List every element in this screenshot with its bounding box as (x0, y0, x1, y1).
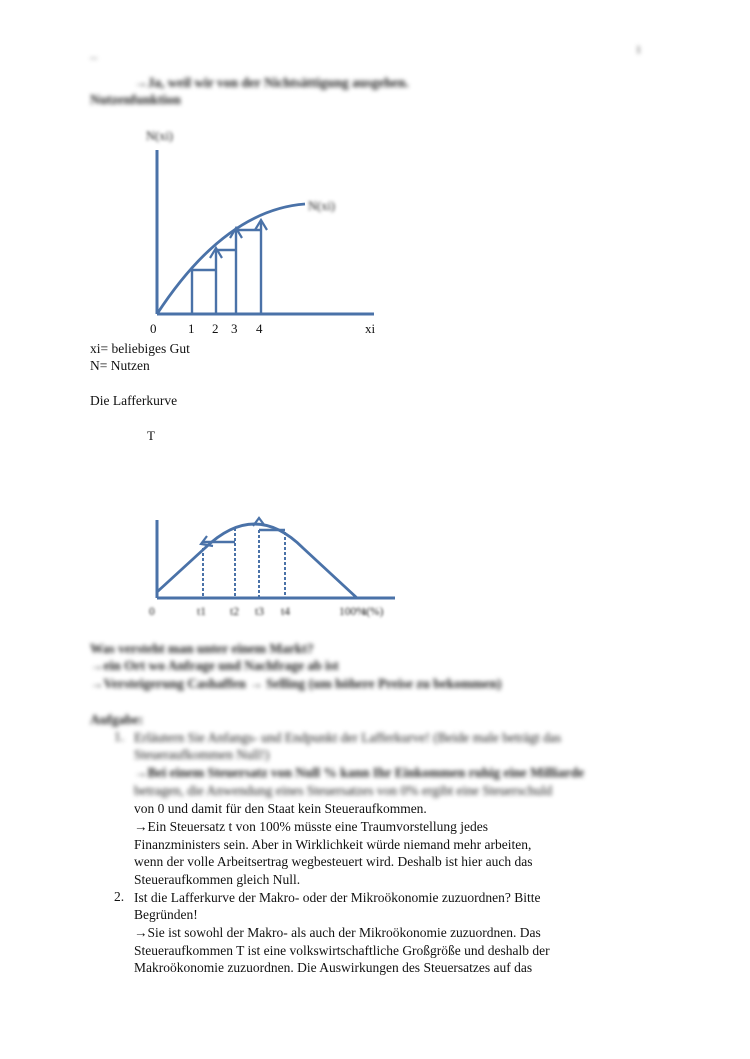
task-item-1-answer-line-2: →Ein Steuersatz t von 100% müsste eine Traumvorstellung jedes (134, 819, 488, 834)
task-item-2-answer-line-1: →Sie ist sowohl der Makro- als auch der Mikroökonomie zuzuordnen. Das (134, 925, 541, 940)
task-item-1-answer-line-4: wenn der volle Arbeitsertrag wegbesteuert wird. Deshalb ist hier auch das (134, 854, 533, 869)
page-corner-mark: ... (90, 51, 98, 62)
task-item-1-answer-line-3: Finanzministers sein. Aber in Wirklichkeit würde niemand mehr arbeiten, (134, 837, 532, 852)
market-answer-1: →ein Ort wo Anfrage und Nachfrage ab ist (90, 658, 339, 673)
task-item-2-answer-line-3: Makroökonomie zuzuordnen. Die Auswirkungen des Steuersatzes auf das (134, 960, 533, 975)
task-item-1-answer-line-1: von 0 und damit für den Staat kein Steueraufkommen. (134, 801, 427, 816)
chart1-curve-label: N(xi) (308, 199, 336, 213)
legend-n: N= Nutzen (90, 358, 150, 373)
chart1-tick-2: 2 (212, 321, 219, 336)
chart1-tick-1: 1 (188, 321, 195, 336)
chart2-tick-t3: t3 (255, 606, 264, 618)
chart1-y-label: N(xi) (146, 129, 174, 143)
chart2-tick-t4: t4 (281, 606, 290, 618)
arrow-line: →Ja, weil wir von der Nichtsättigung ausgehen. (134, 75, 409, 90)
laffer-curve-chart (135, 420, 395, 625)
task-item-2-question-line-1: Ist die Lafferkurve der Makro- oder der Mikroökonomie zuzuordnen? Bitte (134, 890, 541, 905)
chart2-tick-100: 100% (339, 606, 366, 618)
utility-steps (157, 222, 261, 314)
task-item-2-question-line-2: Begründen! (134, 907, 198, 922)
chart2-tick-tpercent: t(%) (363, 606, 384, 618)
market-answer-2: →Versteigerung Cashaffen → Selling (um höhere Preise zu bekommen) (90, 676, 502, 691)
chart1-tick-0: 0 (150, 321, 157, 336)
section-heading-nutzenfunktion: Nutzenfunktion (90, 92, 181, 107)
task-item-2-answer-line-2: Steueraufkommen T ist eine volkswirtschaftliche Großgröße und deshalb der (134, 943, 550, 958)
chart1-tick-3: 3 (231, 321, 238, 336)
laffer-curve (157, 524, 357, 598)
legend-xi: xi= beliebiges Gut (90, 341, 190, 356)
utility-curve (157, 204, 305, 314)
market-question: Was versteht man unter einem Markt? (90, 641, 314, 656)
chart2-tick-t2: t2 (230, 606, 239, 618)
page-number: 1 (636, 45, 641, 56)
task-item-1-answer-blur-1: →Bei einem Steuersatz von Null % kann Ihr Einkommen ruhig eine Milliarde (134, 765, 585, 780)
chart2-y-label: T (147, 428, 155, 443)
task-item-1-answer-blur-2: betragen, die Anwendung eines Steuersatzes von 0% ergibt eine Steuerschuld (134, 783, 553, 798)
task-item-1-question-line-1: Erläutern Sie Anfangs- und Endpunkt der Lafferkurve! (Beide male beträgt das (134, 730, 562, 745)
section-heading-lafferkurve: Die Lafferkurve (90, 393, 178, 408)
task-heading: Aufgabe: (90, 712, 144, 727)
task-item-1-number: 1. (114, 729, 125, 744)
task-item-2-number: 2. (114, 889, 125, 904)
task-item-1-answer-line-5: Steueraufkommen gleich Null. (134, 872, 301, 887)
chart1-tick-4: 4 (256, 321, 263, 336)
chart2-tick-t1: t1 (197, 606, 206, 618)
chart2-tick-0: 0 (149, 606, 155, 618)
chart1-tick-xi: xi (365, 321, 376, 336)
task-item-1-question-line-2: Steueraufkommen Null!) (134, 747, 270, 762)
utility-function-chart (130, 120, 400, 345)
